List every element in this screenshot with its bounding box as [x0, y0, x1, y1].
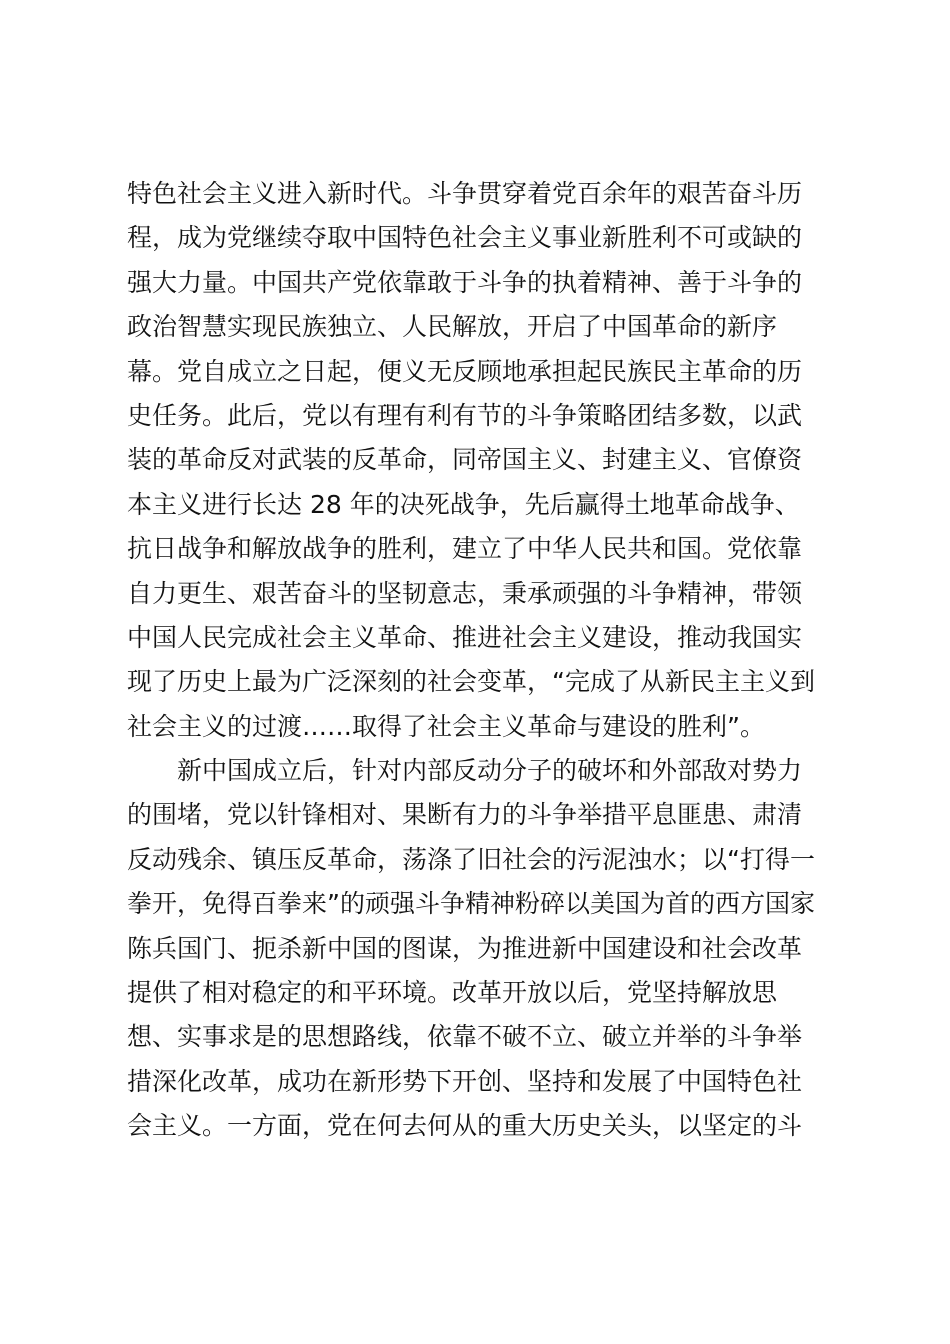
text-line: 社会主义的过渡……取得了社会主义革命与建设的胜利”。	[127, 711, 765, 741]
text-line: 强大力量。中国共产党依靠敢于斗争的执着精神、善于斗争的	[127, 267, 803, 297]
paragraph-1	[127, 172, 833, 749]
body-text	[127, 172, 833, 1149]
text-line: 现了历史上最为广泛深刻的社会变革，“完成了从新民主主义到	[127, 667, 815, 697]
text-line: 提供了相对稳定的和平环境。改革开放以后，党坚持解放思	[127, 978, 778, 1008]
text-line: 自力更生、艰苦奋斗的坚韧意志，秉承顽强的斗争精神，带领	[127, 578, 803, 608]
text-line: 拳开，免得百拳来”的顽强斗争精神粉碎以美国为首的西方国家	[127, 889, 815, 919]
text-line: 史任务。此后，党以有理有利有节的斗争策略团结多数，以武	[127, 400, 803, 430]
text-line: 的围堵，党以针锋相对、果断有力的斗争举措平息匪患、肃清	[127, 800, 803, 830]
text-line: 会主义。一方面，党在何去何从的重大历史关头，以坚定的斗	[127, 1111, 803, 1141]
text-line: 中国人民完成社会主义革命、推进社会主义建设，推动我国实	[127, 622, 803, 652]
text-line: 装的革命反对武装的反革命，同帝国主义、封建主义、官僚资	[127, 445, 803, 475]
text-line: 幕。党自成立之日起，便义无反顾地承担起民族民主革命的历	[127, 356, 803, 386]
text-line: 陈兵国门、扼杀新中国的图谋，为推进新中国建设和社会改革	[127, 933, 803, 963]
text-line: 抗日战争和解放战争的胜利，建立了中华人民共和国。党依靠	[127, 534, 803, 564]
text-line: 反动残余、镇压反革命，荡涤了旧社会的污泥浊水；以“打得一	[127, 844, 815, 874]
text-line: 想、实事求是的思想路线，依靠不破不立、破立并举的斗争举	[127, 1022, 803, 1052]
text-line-indented: 新中国成立后，针对内部反动分子的破坏和外部敌对势力	[177, 756, 803, 786]
text-line: 本主义进行长达 28 年的决死战争，先后赢得土地革命战争、	[127, 489, 800, 519]
text-line: 政治智慧实现民族独立、人民解放，开启了中国革命的新序	[127, 312, 778, 342]
text-line: 程，成为党继续夺取中国特色社会主义事业新胜利不可或缺的	[127, 223, 803, 253]
text-line: 特色社会主义进入新时代。斗争贯穿着党百余年的艰苦奋斗历	[127, 179, 803, 208]
text-line: 措深化改革，成功在新形势下开创、坚持和发展了中国特色社	[127, 1066, 803, 1096]
paragraph-2	[127, 749, 833, 1149]
